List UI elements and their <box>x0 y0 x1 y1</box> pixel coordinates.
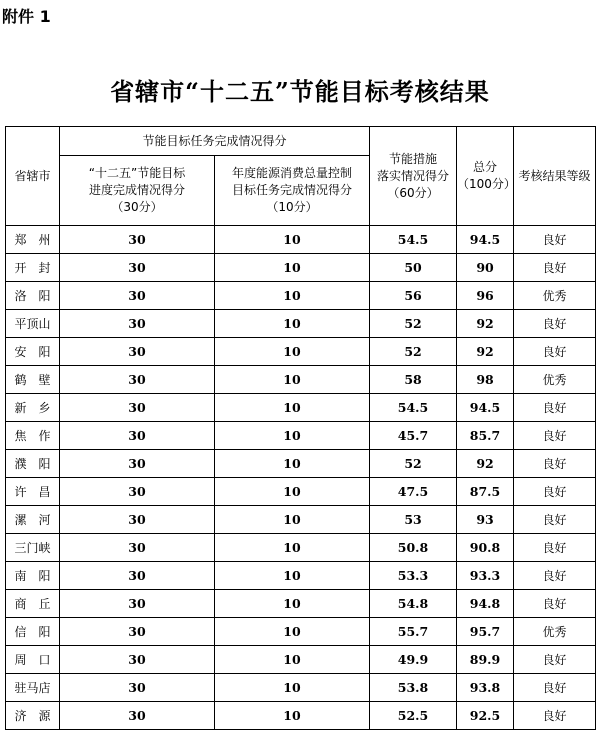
grade-cell: 良好 <box>514 226 596 254</box>
header-annual <box>215 156 370 226</box>
progress-score-cell: 30 <box>60 506 215 534</box>
measures-score-cell: 50.8 <box>370 534 457 562</box>
progress-score-cell: 30 <box>60 282 215 310</box>
annual-score-cell: 10 <box>215 646 370 674</box>
measures-score-cell: 50 <box>370 254 457 282</box>
total-score-cell: 87.5 <box>457 478 514 506</box>
header-grade: 考核结果等级 <box>514 127 596 226</box>
progress-score-cell: 30 <box>60 618 215 646</box>
total-score-cell: 92 <box>457 310 514 338</box>
progress-score-cell: 30 <box>60 534 215 562</box>
table-row <box>6 478 596 506</box>
total-score-cell: 95.7 <box>457 618 514 646</box>
grade-cell: 优秀 <box>514 618 596 646</box>
total-score-cell: 92 <box>457 338 514 366</box>
total-score-cell: 93.3 <box>457 562 514 590</box>
table-row <box>6 310 596 338</box>
annual-score-cell: 10 <box>215 422 370 450</box>
measures-score-cell: 56 <box>370 282 457 310</box>
city-cell: 南 阳 <box>6 562 60 590</box>
grade-cell: 良好 <box>514 590 596 618</box>
annual-score-cell: 10 <box>215 674 370 702</box>
header-annual-line: 目标任务完成情况得分 <box>232 183 353 197</box>
header-city: 省辖市 <box>6 127 60 226</box>
grade-cell: 良好 <box>514 702 596 730</box>
total-score-cell: 85.7 <box>457 422 514 450</box>
annual-score-cell: 10 <box>215 534 370 562</box>
measures-score-cell: 52 <box>370 338 457 366</box>
city-cell: 商 丘 <box>6 590 60 618</box>
total-score-cell: 92 <box>457 450 514 478</box>
total-score-cell: 93.8 <box>457 674 514 702</box>
total-score-cell: 89.9 <box>457 646 514 674</box>
annual-score-cell: 10 <box>215 590 370 618</box>
grade-cell: 优秀 <box>514 282 596 310</box>
annual-score-cell: 10 <box>215 562 370 590</box>
header-total-line: 总分 <box>473 160 498 174</box>
table-row <box>6 394 596 422</box>
city-cell: 许 昌 <box>6 478 60 506</box>
progress-score-cell: 30 <box>60 338 215 366</box>
document-title: 省辖市“十二五”节能目标考核结果 <box>110 77 490 106</box>
annual-score-cell: 10 <box>215 282 370 310</box>
city-cell: 濮 阳 <box>6 450 60 478</box>
grade-cell: 良好 <box>514 254 596 282</box>
grade-cell: 良好 <box>514 674 596 702</box>
table-row <box>6 618 596 646</box>
annual-score-cell: 10 <box>215 478 370 506</box>
measures-score-cell: 53.8 <box>370 674 457 702</box>
total-score-cell: 98 <box>457 366 514 394</box>
progress-score-cell: 30 <box>60 422 215 450</box>
table-row <box>6 674 596 702</box>
city-cell: 周 口 <box>6 646 60 674</box>
header-measures-line: 落实情况得分 <box>377 168 450 183</box>
table-row <box>6 366 596 394</box>
measures-score-cell: 55.7 <box>370 618 457 646</box>
header-total <box>457 127 514 226</box>
header-annual-line: 年度能源消费总量控制 <box>232 166 353 180</box>
grade-cell: 良好 <box>514 394 596 422</box>
grade-cell: 良好 <box>514 478 596 506</box>
table-row <box>6 254 596 282</box>
progress-score-cell: 30 <box>60 562 215 590</box>
measures-score-cell: 54.5 <box>370 394 457 422</box>
header-annual-line: （10分） <box>266 200 318 214</box>
annual-score-cell: 10 <box>215 366 370 394</box>
measures-score-cell: 49.9 <box>370 646 457 674</box>
city-cell: 鹤 壁 <box>6 366 60 394</box>
grade-cell: 良好 <box>514 506 596 534</box>
grade-cell: 良好 <box>514 338 596 366</box>
city-cell: 洛 阳 <box>6 282 60 310</box>
grade-cell: 优秀 <box>514 366 596 394</box>
city-cell: 焦 作 <box>6 422 60 450</box>
city-cell: 安 阳 <box>6 338 60 366</box>
city-cell: 郑 州 <box>6 226 60 254</box>
table-row <box>6 562 596 590</box>
total-score-cell: 92.5 <box>457 702 514 730</box>
city-cell: 三门峡 <box>6 534 60 562</box>
total-score-cell: 90 <box>457 254 514 282</box>
header-progress-line: “十二五”节能目标 <box>88 166 186 180</box>
table-row <box>6 534 596 562</box>
grade-cell: 良好 <box>514 422 596 450</box>
grade-cell: 良好 <box>514 562 596 590</box>
annual-score-cell: 10 <box>215 506 370 534</box>
total-score-cell: 90.8 <box>457 534 514 562</box>
measures-score-cell: 53.3 <box>370 562 457 590</box>
total-score-cell: 94.8 <box>457 590 514 618</box>
annual-score-cell: 10 <box>215 338 370 366</box>
city-cell: 济 源 <box>6 702 60 730</box>
grade-cell: 良好 <box>514 534 596 562</box>
measures-score-cell: 54.5 <box>370 226 457 254</box>
measures-score-cell: 52 <box>370 310 457 338</box>
measures-score-cell: 58 <box>370 366 457 394</box>
header-progress <box>60 156 215 226</box>
city-cell: 开 封 <box>6 254 60 282</box>
measures-score-cell: 54.8 <box>370 590 457 618</box>
table-row <box>6 226 596 254</box>
total-score-cell: 94.5 <box>457 394 514 422</box>
city-cell: 信 阳 <box>6 618 60 646</box>
progress-score-cell: 30 <box>60 394 215 422</box>
header-measures-line: （60分） <box>387 185 439 200</box>
measures-score-cell: 45.7 <box>370 422 457 450</box>
attachment-label: 附件 1 <box>2 7 51 26</box>
progress-score-cell: 30 <box>60 254 215 282</box>
progress-score-cell: 30 <box>60 590 215 618</box>
total-score-cell: 94.5 <box>457 226 514 254</box>
grade-cell: 良好 <box>514 310 596 338</box>
city-cell: 平顶山 <box>6 310 60 338</box>
measures-score-cell: 52 <box>370 450 457 478</box>
header-measures-line: 节能措施 <box>389 151 438 166</box>
progress-score-cell: 30 <box>60 310 215 338</box>
annual-score-cell: 10 <box>215 702 370 730</box>
annual-score-cell: 10 <box>215 450 370 478</box>
annual-score-cell: 10 <box>215 618 370 646</box>
table-row <box>6 282 596 310</box>
city-cell: 驻马店 <box>6 674 60 702</box>
city-cell: 漯 河 <box>6 506 60 534</box>
table-row <box>6 450 596 478</box>
grade-cell: 良好 <box>514 646 596 674</box>
progress-score-cell: 30 <box>60 646 215 674</box>
annual-score-cell: 10 <box>215 310 370 338</box>
annual-score-cell: 10 <box>215 226 370 254</box>
progress-score-cell: 30 <box>60 702 215 730</box>
progress-score-cell: 30 <box>60 450 215 478</box>
table-row <box>6 590 596 618</box>
total-score-cell: 96 <box>457 282 514 310</box>
header-task-group: 节能目标任务完成情况得分 <box>60 127 370 156</box>
table-row <box>6 338 596 366</box>
progress-score-cell: 30 <box>60 366 215 394</box>
measures-score-cell: 53 <box>370 506 457 534</box>
total-score-cell: 93 <box>457 506 514 534</box>
grade-cell: 良好 <box>514 450 596 478</box>
results-table <box>5 126 596 730</box>
progress-score-cell: 30 <box>60 226 215 254</box>
annual-score-cell: 10 <box>215 394 370 422</box>
measures-score-cell: 47.5 <box>370 478 457 506</box>
annual-score-cell: 10 <box>215 254 370 282</box>
measures-score-cell: 52.5 <box>370 702 457 730</box>
progress-score-cell: 30 <box>60 674 215 702</box>
table-row <box>6 702 596 730</box>
progress-score-cell: 30 <box>60 478 215 506</box>
table-row <box>6 506 596 534</box>
header-total-line: （100分） <box>457 177 516 191</box>
table-row <box>6 422 596 450</box>
header-progress-line: 进度完成情况得分 <box>88 183 185 197</box>
header-measures <box>370 127 457 226</box>
header-progress-line: （30分） <box>111 200 163 214</box>
city-cell: 新 乡 <box>6 394 60 422</box>
table-row <box>6 646 596 674</box>
